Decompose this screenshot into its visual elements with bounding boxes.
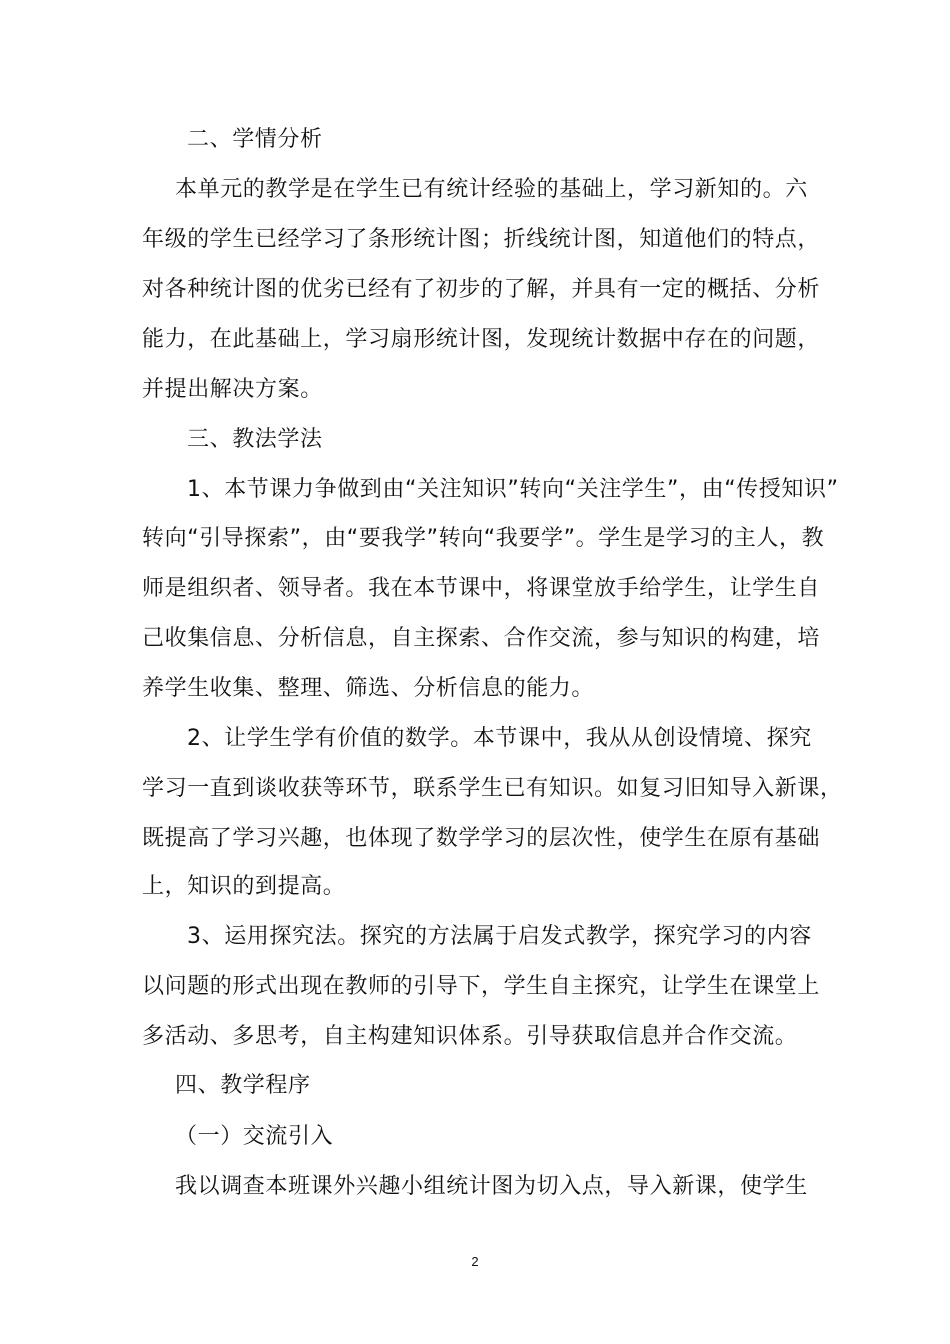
section-heading-student-analysis: 二、学情分析 — [187, 127, 323, 152]
section-heading-teaching-procedure: 四、教学程序 — [175, 1073, 311, 1098]
paragraph-line: 年级的学生已经学习了条形统计图；折线统计图，知道他们的特点， — [142, 227, 821, 252]
paragraph-line: 以问题的形式出现在教师的引导下，学生自主探究，让学生在课堂上 — [142, 974, 821, 999]
paragraph-line: 对各种统计图的优劣已经有了初步的了解，并具有一定的概括、分析 — [142, 277, 821, 302]
paragraph-line: 学习一直到谈收获等环节，联系学生已有知识。如复习旧知导入新课， — [142, 776, 843, 801]
paragraph-line: 1、本节课力争做到由“关注知识”转向“关注学生”，由“传授知识” — [187, 477, 839, 502]
paragraph-line: 我以调查本班课外兴趣小组统计图为切入点，导入新课，使学生 — [175, 1174, 808, 1199]
paragraph-line: 转向“引导探索”，由“要我学”转向“我要学”。学生是学习的主人，教 — [142, 526, 825, 551]
paragraph-line: 2、让学生学有价值的数学。本节课中，我从从创设情境、探究 — [187, 726, 812, 751]
paragraph-line: 师是组织者、领导者。我在本节课中，将课堂放手给学生，让学生自 — [142, 576, 821, 601]
section-heading-teaching-methods: 三、教法学法 — [187, 427, 323, 452]
paragraph-line: 3、运用探究法。探究的方法属于启发式教学，探究学习的内容 — [187, 924, 812, 949]
page-number: 2 — [471, 1254, 479, 1269]
subsection-heading-introduction: （一）交流引入 — [175, 1124, 334, 1149]
paragraph-line: 本单元的教学是在学生已有统计经验的基础上，学习新知的。六 — [175, 177, 808, 202]
paragraph-line: 上，知识的到提高。 — [142, 874, 346, 899]
paragraph-line: 既提高了学习兴趣，也体现了数学学习的层次性，使学生在原有基础 — [142, 826, 821, 851]
paragraph-line: 养学生收集、整理、筛选、分析信息的能力。 — [142, 676, 595, 701]
paragraph-line: 己收集信息、分析信息，自主探索、合作交流，参与知识的构建，培 — [142, 626, 821, 651]
paragraph-line: 能力，在此基础上，学习扇形统计图，发现统计数据中存在的问题， — [142, 327, 821, 352]
paragraph-line: 多活动、多思考，自主构建知识体系。引导获取信息并合作交流。 — [142, 1024, 798, 1049]
paragraph-line: 并提出解决方案。 — [142, 377, 323, 402]
